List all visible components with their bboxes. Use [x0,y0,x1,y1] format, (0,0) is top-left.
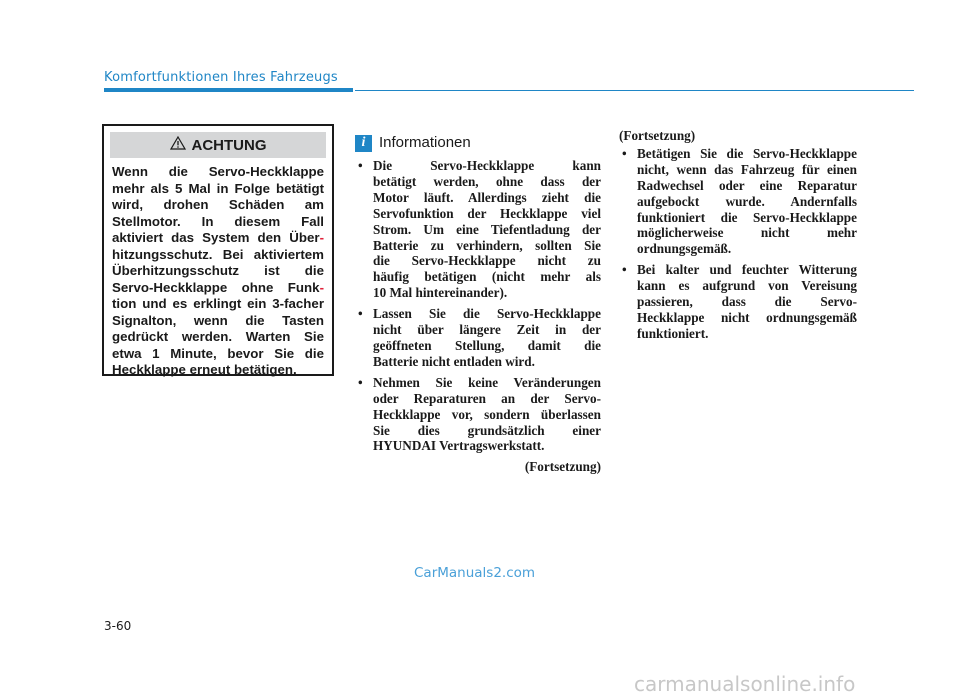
bullet-line: aufgebockt wurde. Andernfalls [637,193,857,209]
warning-line: Heckklappe erneut betätigen. [112,362,297,377]
info-column [355,134,601,475]
bullet-line: ordnungsgemäß. [637,241,732,257]
info-title: Informationen [379,134,471,152]
bullet-line: Motor läuft. Allerdings zieht die [373,189,601,205]
bullet-line: Sie dies grundsätzlich einer [373,422,601,438]
warning-line: tion und es erklingt ein 3-facher [112,296,324,311]
info-icon: i [355,135,372,152]
list-item [355,375,601,455]
bullet-line: funktioniert die Servo-Heckklappe [637,209,857,225]
bullet-line: • Die Servo-Heckklappe kann [373,158,601,173]
footer-watermark: carmanualsonline.info [634,672,856,696]
warning-line: Signalton, wenn die Tasten [112,312,324,328]
warning-line: etwa 1 Minute, bevor Sie die [112,345,324,361]
bullet-line: Batterie nicht entladen wird. [373,353,535,369]
bullet-line: möglicherweise nicht mehr [637,225,857,241]
bullet-line: Heckklappe vor, sondern überlassen [373,406,601,422]
warning-line: wird, drohen Schäden am [112,197,324,212]
bullet-line: • Betätigen Sie die Servo-Heckklappe [637,145,857,161]
bullet-line: passieren, dass die Servo- [637,294,857,310]
warning-triangle-icon [170,136,186,154]
bullet-line: nicht über längere Zeit in der [373,322,601,338]
header-rule-thick [104,88,353,92]
header-rule-thin [355,90,914,91]
list-item [355,158,601,301]
bullet-line: funktioniert. [637,325,709,341]
continued-label: (Fortsetzung) [524,459,601,475]
page-number: 3-60 [104,619,132,633]
warning-line: mehr als 5 Mal in Folge betätigt [112,180,324,196]
continuation-column [619,128,857,347]
list-item [355,306,601,370]
bullet-line: geöffneten Stellung, damit die [373,337,601,353]
section-title: Komfortfunktionen Ihres Fahrzeugs [104,70,338,85]
bullet-line: Batterie zu verhindern, sollten Sie [373,237,601,253]
bullet-line: Servofunktion der Heckklappe viel [373,205,601,221]
bullet-line: • Nehmen Sie keine Veränderungen [373,374,601,390]
bullet-line: Heckklappe nicht ordnungsgemäß [637,309,857,325]
bullet-line: oder Reparaturen an der Servo- [373,390,601,406]
warning-title: ACHTUNG [191,136,267,154]
bullet-line: kann es aufgrund von Vereisung [637,278,857,294]
warning-box [102,124,334,376]
bullet-line: • Bei kalter und feuchter Witterung [637,262,857,278]
list-item [619,262,857,342]
warning-line: Stellmotor. In diesem Fall [112,213,324,229]
warning-line: Überhitzungsschutz ist die [112,263,324,278]
warning-line: gedrückt werden. Warten Sie [112,329,324,344]
info-bullet-list [355,158,601,454]
hyphen-mark: - [319,279,324,295]
continuation-bullet-list [619,146,857,342]
bullet-line: nicht, wenn das Fahrzeug für einen [637,161,857,177]
warning-line: Servo-Heckklappe ohne Funk- [112,279,324,295]
list-item [619,146,857,257]
bullet-line: die Servo-Heckklappe nicht zu [373,253,601,269]
info-header [355,134,601,152]
warning-line: hitzungsschutz. Bei aktiviertem [112,246,324,262]
bullet-line: häufig betätigen (nicht mehr als [373,269,601,285]
watermark-link[interactable]: CarManuals2.com [414,565,536,581]
hyphen-mark: - [319,230,324,245]
warning-line: Wenn die Servo-Heckklappe [112,164,324,179]
bullet-line: 10 Mal hintereinander). [373,285,508,301]
bullet-line: Strom. Um eine Tiefentladung der [373,221,601,237]
bullet-line: Radwechsel oder eine Reparatur [637,177,857,193]
warning-header [110,132,326,158]
warning-line: aktiviert das System den Über- [112,230,324,245]
warning-text [104,158,332,379]
bullet-line: • Lassen Sie die Servo-Heckklappe [373,306,601,322]
bullet-line: betätigt werden, ohne dass der [373,173,601,189]
continued-label: (Fortsetzung) [619,128,696,143]
bullet-line: HYUNDAI Vertragswerkstatt. [373,438,545,454]
